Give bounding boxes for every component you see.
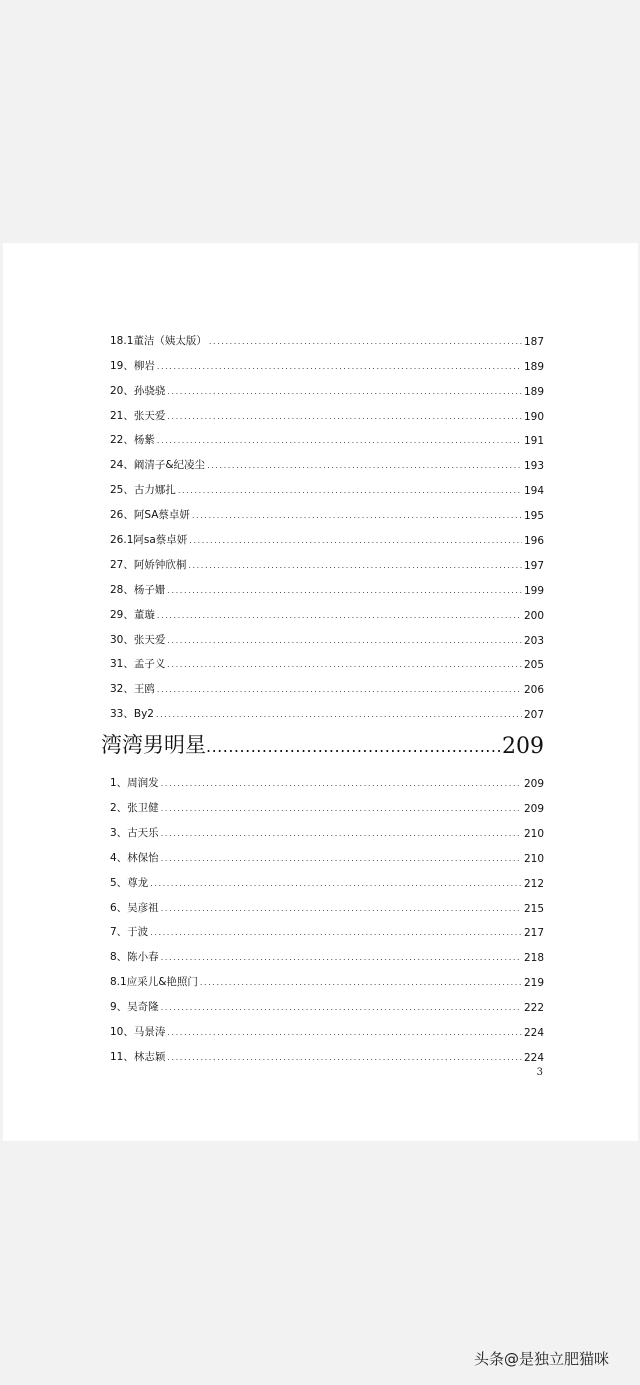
section-title: 湾湾男明星 xyxy=(101,733,206,758)
toc-entry-label: 32、王鸥 xyxy=(110,683,155,696)
dot-leader xyxy=(157,437,522,447)
toc-entry-page: 206 xyxy=(523,684,544,697)
toc-entry-label: 2、张卫健 xyxy=(110,802,159,815)
toc-entry-page: 189 xyxy=(523,385,544,398)
toc-entry-page: 187 xyxy=(523,335,544,348)
dot-leader xyxy=(161,805,522,815)
dot-leader xyxy=(178,487,522,497)
dot-leader xyxy=(157,363,522,373)
dot-leader xyxy=(167,587,522,597)
toc-entry[interactable] xyxy=(110,815,544,840)
dot-leader xyxy=(161,780,522,790)
toc-entry-page: 193 xyxy=(523,460,544,473)
toc-entry[interactable] xyxy=(110,1014,544,1039)
dot-leader xyxy=(189,537,522,547)
dot-leader xyxy=(209,338,522,348)
toc-entry[interactable] xyxy=(110,622,544,647)
toc-entry-page: 191 xyxy=(523,435,544,448)
toc-entry[interactable] xyxy=(110,323,544,348)
dot-leader xyxy=(156,711,522,721)
toc-entry[interactable] xyxy=(110,790,544,815)
dot-leader xyxy=(161,830,522,840)
toc-entry[interactable] xyxy=(110,423,544,448)
toc-entry-page: 190 xyxy=(523,410,544,423)
toc-entry[interactable] xyxy=(110,447,544,472)
toc-entry[interactable] xyxy=(110,647,544,672)
toc-entry-label: 31、孟子义 xyxy=(110,658,166,671)
toc-entry[interactable] xyxy=(110,472,544,497)
toc-entry-page: 199 xyxy=(523,584,544,597)
toc-entry-label: 26.1阿sa蔡卓妍 xyxy=(110,534,188,547)
toc-entry-label: 9、吴奇隆 xyxy=(110,1001,159,1014)
toc-entry-label: 26、阿SA蔡卓妍 xyxy=(110,509,190,522)
toc-entry[interactable] xyxy=(110,1039,544,1064)
dot-leader xyxy=(157,612,522,622)
toc-entry[interactable] xyxy=(110,964,544,989)
toc-entry[interactable] xyxy=(110,497,544,522)
dot-leader xyxy=(150,880,522,890)
dot-leader xyxy=(157,686,522,696)
toc-entry-label: 29、董璇 xyxy=(110,608,155,621)
dot-leader xyxy=(150,929,522,939)
toc-entry[interactable] xyxy=(110,398,544,423)
toc-entry[interactable] xyxy=(110,671,544,696)
toc-entry-page: 219 xyxy=(523,977,544,990)
toc-entry-page: 205 xyxy=(523,659,544,672)
toc-entry-label: 1、周润发 xyxy=(110,777,159,790)
toc-entry-page: 210 xyxy=(523,827,544,840)
dot-leader xyxy=(192,512,522,522)
toc-entry-label: 28、杨子姗 xyxy=(110,583,166,596)
toc-entry[interactable] xyxy=(110,522,544,547)
toc-section-heading[interactable] xyxy=(101,726,544,759)
dot-leader xyxy=(167,661,522,671)
toc-entry-label: 20、孙骁骁 xyxy=(110,384,166,397)
toc-entry[interactable] xyxy=(110,765,544,790)
toc-part-1 xyxy=(110,323,544,721)
toc-entry-page: 203 xyxy=(523,634,544,647)
dot-leader xyxy=(161,954,522,964)
toc-entry[interactable] xyxy=(110,597,544,622)
toc-entry-label: 25、古力娜扎 xyxy=(110,484,176,497)
toc-entry[interactable] xyxy=(110,939,544,964)
toc-entry-page: 224 xyxy=(523,1051,544,1064)
dot-leader xyxy=(167,413,522,423)
toc-entry[interactable] xyxy=(110,348,544,373)
dot-leader xyxy=(167,1054,522,1064)
toc-entry[interactable] xyxy=(110,373,544,398)
toc-entry-label: 6、吴彦祖 xyxy=(110,901,159,914)
toc-entry-page: 197 xyxy=(523,559,544,572)
toc-entry-page: 217 xyxy=(523,927,544,940)
dot-leader xyxy=(161,855,522,865)
toc-entry[interactable] xyxy=(110,865,544,890)
watermark: 头条@是独立肥猫咪 xyxy=(474,1350,610,1368)
toc-entry-page: 218 xyxy=(523,952,544,965)
toc-entry[interactable] xyxy=(110,547,544,572)
dot-leader xyxy=(167,637,522,647)
toc-entry-label: 8.1应采儿&艳照门 xyxy=(110,976,198,989)
toc-entry-label: 24、阚清子&纪凌尘 xyxy=(110,459,206,472)
dot-leader xyxy=(206,739,502,759)
toc-entry-page: 194 xyxy=(523,485,544,498)
toc-entry-page: 207 xyxy=(523,709,544,722)
toc-entry-page: 224 xyxy=(523,1027,544,1040)
toc-entry-label: 33、By2 xyxy=(110,708,154,721)
toc-entry[interactable] xyxy=(110,696,544,721)
dot-leader xyxy=(167,1029,522,1039)
toc-part-2 xyxy=(110,765,544,1064)
toc-entry-page: 210 xyxy=(523,852,544,865)
document-page xyxy=(3,243,638,1141)
toc-entry-label: 10、马景涛 xyxy=(110,1026,166,1039)
toc-entry-page: 200 xyxy=(523,609,544,622)
toc-entry-label: 18.1董洁（姨太版） xyxy=(110,334,207,347)
toc-entry-page: 212 xyxy=(523,877,544,890)
toc-entry-label: 19、柳岩 xyxy=(110,359,155,372)
dot-leader xyxy=(200,979,522,989)
dot-leader xyxy=(188,562,522,572)
toc-entry-label: 4、林保怡 xyxy=(110,851,159,864)
toc-entry-page: 209 xyxy=(523,803,544,816)
section-page-number: 209 xyxy=(502,734,544,760)
toc-entry-label: 7、于波 xyxy=(110,926,149,939)
toc-entry-page: 189 xyxy=(523,360,544,373)
toc-entry-label: 5、尊龙 xyxy=(110,876,149,889)
dot-leader xyxy=(167,388,522,398)
toc-entry[interactable] xyxy=(110,989,544,1014)
toc-entry[interactable] xyxy=(110,572,544,597)
toc-entry-label: 11、林志颖 xyxy=(110,1050,166,1063)
toc-entry[interactable] xyxy=(110,890,544,915)
toc-entry-page: 215 xyxy=(523,902,544,915)
dot-leader xyxy=(161,1004,522,1014)
dot-leader xyxy=(161,905,522,915)
toc-entry-label: 3、古天乐 xyxy=(110,826,159,839)
toc-entry-page: 222 xyxy=(523,1002,544,1015)
toc-entry-label: 30、张天爱 xyxy=(110,633,166,646)
toc-entry-page: 196 xyxy=(523,535,544,548)
toc-entry[interactable] xyxy=(110,840,544,865)
table-of-contents xyxy=(101,323,544,1064)
toc-entry-label: 27、阿娇钟欣桐 xyxy=(110,558,187,571)
toc-entry-label: 21、张天爱 xyxy=(110,409,166,422)
toc-entry[interactable] xyxy=(110,915,544,940)
toc-entry-label: 22、杨紫 xyxy=(110,434,155,447)
toc-entry-page: 195 xyxy=(523,510,544,523)
page-number: 3 xyxy=(536,1067,543,1078)
toc-entry-page: 209 xyxy=(523,778,544,791)
dot-leader xyxy=(207,462,522,472)
toc-entry-label: 8、陈小春 xyxy=(110,951,159,964)
